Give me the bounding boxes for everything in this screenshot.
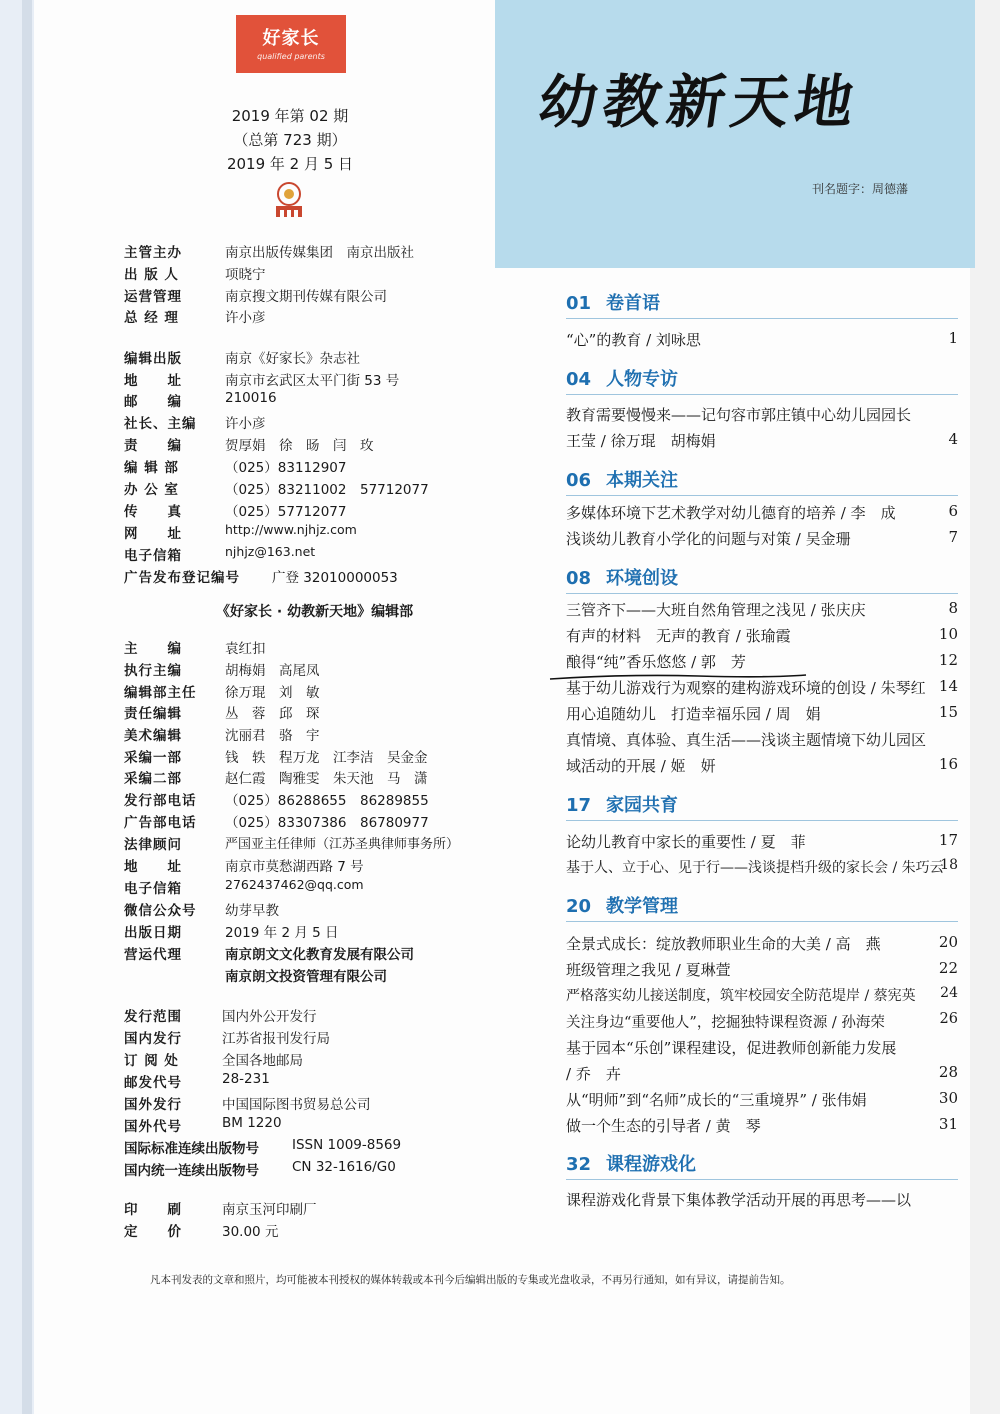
info-value: 南京《好家长》杂志社 (225, 351, 360, 367)
info-label: 主管主办 (124, 245, 182, 261)
info-value: 28-231 (222, 1071, 270, 1087)
info-value: 南京搜文期刊传媒有限公司 (225, 289, 387, 305)
info-value: 袁红扣 (225, 641, 266, 657)
page-edge-shadow (22, 0, 32, 1414)
section-title: 本期关注 (606, 470, 678, 491)
issue-line-1: 2019 年第 02 期 (231, 107, 349, 125)
info-label: 营运代理 (124, 947, 182, 963)
info-value: 项晓宁 (225, 267, 266, 283)
toc-entry[interactable] (566, 1115, 958, 1136)
info-value: （025）57712077 (225, 504, 347, 520)
section-divider (566, 318, 958, 319)
masthead-calligrapher: 刊名题字：周德藩 (812, 182, 909, 196)
entry-title: 酿得“纯”香乐悠悠 / 郭 芳 (566, 653, 746, 671)
masthead-title: 幼教新天地 (534, 68, 865, 136)
toc-entry[interactable] (566, 625, 958, 646)
info-value: ISSN 1009-8569 (292, 1137, 402, 1153)
info-value: （025）83307386 86780977 (225, 815, 429, 831)
entry-page: 24 (940, 985, 958, 1001)
toc-entry[interactable] (566, 831, 958, 852)
info-value: 赵仁霞 陶雅雯 朱天池 马 潇 (225, 771, 428, 787)
info-value: 丛 蓉 邱 琛 (225, 706, 320, 722)
info-label: 电子信箱 (124, 881, 182, 897)
toc-entry[interactable] (566, 1011, 958, 1032)
email-value: 2762437462@qq.com (225, 877, 364, 892)
info-value: 南京朗文文化教育发展有限公司 (225, 947, 414, 963)
magazine-logo (236, 15, 346, 73)
entry-page: 4 (948, 430, 958, 448)
entry-title: 从“明师”到“名师”成长的“三重境界” / 张伟娟 (566, 1091, 867, 1109)
toc-entry[interactable] (566, 1063, 958, 1084)
info-value: 钱 轶 程万龙 江李洁 吴金金 (225, 750, 428, 766)
info-label: 办 公 室 (124, 482, 179, 498)
info-value: 沈丽君 骆 宇 (225, 728, 320, 744)
info-value: 国内外公开发行 (222, 1009, 317, 1025)
toc-section-08 (566, 564, 678, 590)
info-label: 执行主编 (124, 663, 182, 679)
toc-section-32 (566, 1150, 696, 1176)
info-label: 广告发布登记编号 (124, 570, 240, 586)
info-label: 美术编辑 (124, 728, 182, 744)
price-value: 30.00 元 (222, 1224, 279, 1240)
info-label: 电子信箱 (124, 548, 182, 564)
section-title: 教学管理 (606, 896, 678, 917)
entry-title: 域活动的开展 / 姬 妍 (566, 757, 716, 775)
info-label: 印 刷 (124, 1202, 182, 1218)
toc-entry[interactable] (566, 729, 958, 750)
section-divider (566, 820, 958, 821)
section-number: 08 (566, 568, 592, 589)
entry-page: 12 (938, 651, 958, 669)
entry-title: 多媒体环境下艺术教学对幼儿德育的培养 / 李 成 (566, 504, 896, 522)
entry-title: 用心追随幼儿 打造幸福乐园 / 周 娟 (566, 705, 821, 723)
info-label: 国内发行 (124, 1031, 182, 1047)
section-title: 课程游戏化 (606, 1154, 696, 1175)
info-label: 编辑部主任 (124, 685, 197, 701)
info-value: 南京市玄武区太平门街 53 号 (225, 373, 400, 389)
info-label: 编 辑 部 (124, 460, 179, 476)
toc-entry[interactable] (566, 1189, 958, 1210)
section-title: 卷首语 (606, 293, 660, 314)
info-value: 徐万琨 刘 敏 (225, 685, 320, 701)
section-number: 32 (566, 1154, 592, 1175)
entry-title: 班级管理之我见 / 夏琳萱 (566, 961, 731, 979)
section-number: 06 (566, 470, 592, 491)
section-number: 20 (566, 896, 592, 917)
entry-title: 三管齐下——大班自然角管理之浅见 / 张庆庆 (566, 601, 866, 619)
entry-title: 王莹 / 徐万琨 胡梅娟 (566, 432, 716, 450)
info-label: 主 编 (124, 641, 182, 657)
toc-entry[interactable] (566, 528, 958, 549)
info-label: 传 真 (124, 504, 182, 520)
toc-entry[interactable] (566, 933, 958, 954)
entry-page: 14 (938, 677, 958, 695)
section-number: 01 (566, 293, 592, 314)
info-label: 采编二部 (124, 771, 182, 787)
section-title: 人物专访 (606, 369, 678, 390)
info-label: 发行部电话 (124, 793, 197, 809)
info-label: 社长、主编 (124, 416, 197, 432)
entry-title: 严格落实幼儿接送制度，筑牢校园安全防范堤岸 / 蔡宪英 (566, 988, 916, 1004)
website-value: http://www.njhjz.com (225, 522, 357, 537)
entry-page: 7 (948, 528, 958, 546)
info-value: 许小彦 (225, 310, 266, 326)
entry-title: 做一个生态的引导者 / 黄 琴 (566, 1117, 761, 1135)
toc-entry[interactable] (566, 755, 958, 776)
info-value: 南京市莫愁湖西路 7 号 (225, 859, 364, 875)
toc-entry[interactable] (566, 502, 958, 523)
info-label: 责 编 (124, 438, 182, 454)
info-value: 南京玉河印刷厂 (222, 1202, 317, 1218)
info-label: 法律顾问 (124, 837, 182, 853)
info-label: 邮 编 (124, 394, 182, 410)
toc-section-04 (566, 365, 678, 391)
section-divider (566, 394, 958, 395)
entry-page: 16 (938, 755, 958, 773)
entry-page: 28 (938, 1063, 958, 1081)
info-value: 严国亚主任律师（江苏圣典律师事务所） (225, 837, 460, 852)
info-label: 编辑出版 (124, 351, 182, 367)
publisher-emblem-icon (271, 180, 307, 220)
info-value: 南京出版传媒集团 南京出版社 (225, 245, 414, 261)
logo-subtitle: qualified parents (257, 52, 325, 61)
entry-title: 论幼儿教育中家长的重要性 / 夏 菲 (566, 833, 806, 851)
toc-entry[interactable] (566, 857, 958, 877)
info-label: 网 址 (124, 526, 182, 542)
toc-entry[interactable] (566, 1037, 958, 1058)
info-label: 责任编辑 (124, 706, 182, 722)
issue-line-2: （总第 723 期） (233, 131, 347, 149)
toc-section-20 (566, 892, 678, 918)
entry-title: 关注身边“重要他人”，挖掘独特课程资源 / 孙海荣 (566, 1015, 885, 1031)
logo-title: 好家长 (262, 28, 320, 49)
entry-title: 全景式成长：绽放教师职业生命的大美 / 高 燕 (566, 935, 881, 953)
toc-entry[interactable] (566, 599, 958, 620)
info-value: 广登 32010000053 (272, 570, 398, 586)
entry-title: 基于人、立于心、见于行——浅谈提档升级的家长会 / 朱巧云 (566, 860, 944, 876)
toc-entry[interactable] (566, 651, 958, 672)
section-number: 17 (566, 795, 592, 816)
entry-page: 22 (938, 959, 958, 977)
entry-title: 课程游戏化背景下集体教学活动开展的再思考——以 (566, 1191, 912, 1209)
info-label: 邮发代号 (124, 1075, 182, 1091)
info-value: （025）86288655 86289855 (225, 793, 429, 809)
info-label: 订 阅 处 (124, 1053, 179, 1069)
info-value: （025）83211002 57712077 (225, 482, 429, 498)
info-value: 贺厚娟 徐 旸 闫 玫 (225, 438, 374, 454)
entry-page: 31 (938, 1115, 958, 1133)
info-value: 南京朗文投资管理有限公司 (225, 969, 387, 985)
toc-entry[interactable] (566, 985, 958, 1005)
email-value: njhjz@163.net (225, 544, 316, 559)
section-divider (566, 921, 958, 922)
entry-page: 10 (938, 625, 958, 643)
info-label: 采编一部 (124, 750, 182, 766)
info-label: 国际标准连续出版物号 (124, 1141, 259, 1157)
section-title: 家园共育 (606, 795, 678, 816)
issue-date: 2019 年 2 月 5 日 (226, 155, 354, 173)
toc-entry[interactable] (566, 677, 958, 698)
info-value: 210016 (225, 390, 277, 406)
toc-entry[interactable] (566, 703, 958, 724)
toc-section-01 (566, 289, 660, 315)
section-divider (566, 593, 958, 594)
info-label: 国外代号 (124, 1119, 182, 1135)
toc-section-17 (566, 791, 678, 817)
info-label: 国内统一连续出版物号 (124, 1163, 259, 1179)
entry-title: 真情境、真体验、真生活——浅谈主题情境下幼儿园区 (566, 731, 927, 749)
entry-title: “心”的教育 / 刘咏思 (566, 331, 701, 349)
entry-page: 6 (948, 502, 958, 520)
section-number: 04 (566, 369, 592, 390)
entry-page: 1 (948, 329, 958, 347)
section-title: 环境创设 (606, 568, 678, 589)
section-divider (566, 495, 958, 496)
info-value: 2019 年 2 月 5 日 (225, 925, 339, 941)
info-value: （025）83112907 (225, 460, 347, 476)
entry-page: 20 (938, 933, 958, 951)
info-value: 江苏省报刊发行局 (222, 1031, 330, 1047)
entry-page: 15 (938, 703, 958, 721)
entry-title: 教育需要慢慢来——记句容市郭庄镇中心幼儿园园长 (566, 406, 912, 424)
toc-entry[interactable] (566, 329, 958, 350)
info-label: 地 址 (124, 859, 182, 875)
entry-title: 浅谈幼儿教育小学化的问题与对策 / 吴金珊 (566, 530, 851, 548)
info-value: 胡梅娟 高尾凤 (225, 663, 320, 679)
entry-title: 基于园本“乐创”课程建设，促进教师创新能力发展 (566, 1039, 897, 1057)
info-value: BM 1220 (222, 1115, 282, 1131)
info-label: 定 价 (124, 1224, 182, 1240)
info-value: 幼芽早教 (225, 903, 279, 919)
entry-page: 26 (939, 1011, 958, 1027)
entry-title: 有声的材料 无声的教育 / 张瑜霞 (566, 627, 791, 645)
entry-page: 17 (938, 831, 958, 849)
info-label: 发行范围 (124, 1009, 182, 1025)
toc-entry[interactable] (566, 959, 958, 980)
info-label: 出版日期 (124, 925, 182, 941)
info-label: 出 版 人 (124, 267, 179, 283)
info-value: 许小彦 (225, 416, 266, 432)
info-label: 总 经 理 (124, 310, 179, 326)
info-label: 微信公众号 (124, 903, 197, 919)
entry-page: 30 (938, 1089, 958, 1107)
entry-page: 8 (948, 599, 958, 617)
section-divider (566, 1179, 958, 1180)
toc-section-06 (566, 466, 678, 492)
info-value: 中国国际图书贸易总公司 (222, 1097, 371, 1113)
toc-entry[interactable] (566, 430, 958, 451)
info-value: 全国各地邮局 (222, 1053, 303, 1069)
info-label: 地 址 (124, 373, 182, 389)
toc-entry[interactable] (566, 1089, 958, 1110)
entry-title: / 乔 卉 (566, 1065, 621, 1083)
entry-page: 18 (940, 857, 958, 873)
info-label: 运营管理 (124, 289, 182, 305)
info-label: 国外发行 (124, 1097, 182, 1113)
entry-title: 基于幼儿游戏行为观察的建构游戏环境的创设 / 朱琴红 (566, 679, 926, 697)
info-value: CN 32-1616/G0 (292, 1159, 396, 1175)
toc-entry[interactable] (566, 404, 958, 425)
editorial-heading: 《好家长 · 幼教新天地》编辑部 (216, 604, 414, 620)
copyright-notice: 凡本刊发表的文章和照片，均可能被本刊授权的媒体转载或本刊今后编辑出版的专集或光盘收录，不再另行通知，如有异议，请提前告知。 (150, 1274, 791, 1286)
info-label: 广告部电话 (124, 815, 197, 831)
